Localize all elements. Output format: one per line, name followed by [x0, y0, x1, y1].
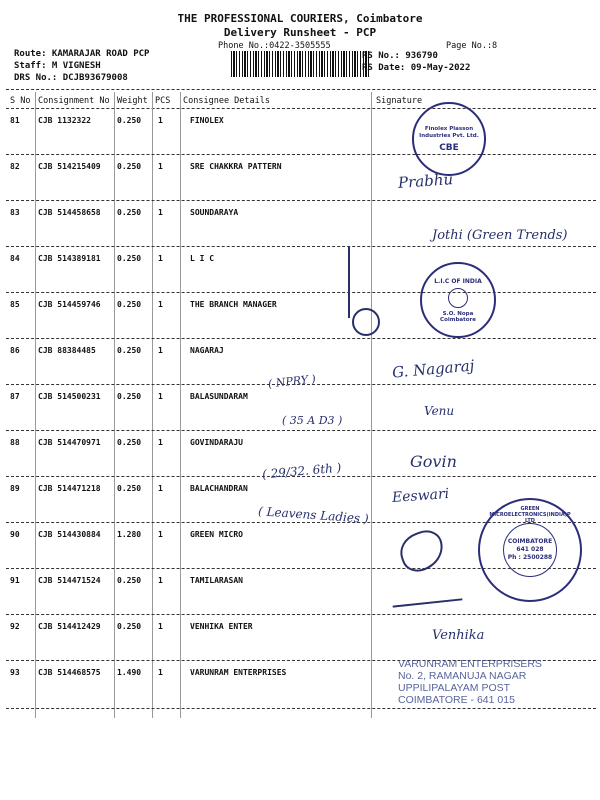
signature-r92: Venhika	[432, 628, 485, 643]
row-consignee: GREEN MICRO	[190, 530, 243, 539]
col-consignee: Consignee Details	[183, 96, 270, 106]
route: Route: KAMARAJAR ROAD PCP	[14, 49, 150, 59]
lic-stamp	[420, 262, 496, 338]
col-sno: S No	[10, 96, 31, 106]
row-consignee: VENHIKA ENTER	[190, 622, 253, 631]
row-sno: 87	[10, 392, 20, 401]
signature-r85-loop	[352, 308, 380, 336]
row-sno: 82	[10, 162, 20, 171]
row-pcs: 1	[158, 254, 163, 263]
row-weight: 0.250	[117, 346, 142, 355]
rs-number: RS No.: 936790	[362, 51, 438, 61]
green-micro-stamp	[478, 498, 582, 602]
lic-emblem-icon	[448, 288, 468, 308]
staff: Staff: M VIGNESH	[14, 61, 101, 71]
row-consignment: CJB 514471218	[38, 484, 101, 493]
row-consignment: CJB 514459746	[38, 300, 101, 309]
row-consignment: CJB 88384485	[38, 346, 96, 355]
row-consignment: CJB 514389181	[38, 254, 101, 263]
row-weight: 0.250	[117, 392, 142, 401]
finolex-stamp-text: Finolex Plasson Industries Pvt. Ltd.	[419, 125, 479, 139]
green-micro-phone: Ph : 2500288	[507, 554, 553, 561]
row-sno: 93	[10, 668, 20, 677]
header-top-rule	[6, 89, 596, 90]
table-row	[0, 246, 600, 292]
signature-r89: Eeswari	[391, 486, 450, 506]
signature-r88: Govin	[410, 452, 457, 471]
varunram-firm-stamp	[398, 658, 542, 706]
barcode	[231, 51, 369, 77]
row-weight: 0.250	[117, 162, 142, 171]
row-pcs: 1	[158, 346, 163, 355]
row-consignee: FINOLEX	[190, 116, 224, 125]
row-pcs: 1	[158, 162, 163, 171]
phone-number: Phone No.:0422-3505555	[218, 41, 331, 51]
row-consignment: CJB 514430884	[38, 530, 101, 539]
note-r88a: ( 29/32. 6th )	[261, 460, 342, 482]
row-consignee: NAGARAJ	[190, 346, 224, 355]
rs-date: RS Date: 09-May-2022	[362, 63, 471, 73]
row-pcs: 1	[158, 668, 163, 677]
green-micro-city: COIMBATORE	[507, 538, 553, 545]
lic-stamp-top: L.I.C OF INDIA	[434, 277, 482, 285]
row-consignee: THE BRANCH MANAGER	[190, 300, 277, 309]
row-weight: 0.250	[117, 208, 142, 217]
table-row	[0, 154, 600, 200]
row-pcs: 1	[158, 622, 163, 631]
row-consignee: L I C	[190, 254, 215, 263]
row-weight: 0.250	[117, 484, 142, 493]
row-sno: 83	[10, 208, 20, 217]
row-pcs: 1	[158, 484, 163, 493]
row-consignment: CJB 514458658	[38, 208, 101, 217]
row-consignee: SRE CHAKKRA PATTERN	[190, 162, 282, 171]
table-row	[0, 292, 600, 338]
signature-r87: Venu	[424, 404, 455, 418]
row-divider	[6, 708, 596, 709]
row-weight: 0.250	[117, 576, 142, 585]
row-consignment: CJB 1132322	[38, 116, 91, 125]
row-sno: 81	[10, 116, 20, 125]
row-consignee: GOVINDARAJU	[190, 438, 243, 447]
page-number: Page No.:8	[446, 41, 498, 51]
row-pcs: 1	[158, 116, 163, 125]
green-micro-pin: 641 028	[516, 546, 544, 553]
col-signature: Signature	[376, 96, 423, 106]
row-sno: 90	[10, 530, 20, 539]
row-sno: 84	[10, 254, 20, 263]
row-sno: 91	[10, 576, 20, 585]
row-pcs: 1	[158, 530, 163, 539]
signature-r82: Prabhu	[397, 170, 454, 192]
row-weight: 0.250	[117, 438, 142, 447]
row-consignee: BALACHANDRAN	[190, 484, 248, 493]
row-consignment: CJB 514471524	[38, 576, 101, 585]
col-consignment: Consignment No	[38, 96, 110, 106]
row-weight: 0.250	[117, 300, 142, 309]
lic-stamp-bottom: S.O. Nopa Coimbatore	[440, 310, 476, 323]
document-subtitle: Delivery Runsheet - PCP	[223, 26, 377, 39]
finolex-stamp	[412, 102, 486, 176]
row-consignee: TAMILARASAN	[190, 576, 243, 585]
finolex-stamp-center: CBE	[439, 142, 459, 153]
row-weight: 1.280	[117, 530, 142, 539]
note-r87a: ( NPRY )	[267, 372, 317, 391]
row-pcs: 1	[158, 438, 163, 447]
row-sno: 85	[10, 300, 20, 309]
row-sno: 89	[10, 484, 20, 493]
note-r89a: ( Leavens Ladies )	[257, 504, 370, 526]
row-consignment: CJB 514215409	[38, 162, 101, 171]
row-consignment: CJB 514412429	[38, 622, 101, 631]
row-pcs: 1	[158, 208, 163, 217]
row-pcs: 1	[158, 392, 163, 401]
row-consignee: BALASUNDARAM	[190, 392, 248, 401]
row-consignment: CJB 514468575	[38, 668, 101, 677]
row-weight: 0.250	[117, 116, 142, 125]
table-row	[0, 614, 600, 660]
firm-stamp-line: No. 2, RAMANUJA NAGAR	[398, 670, 527, 682]
row-sno: 88	[10, 438, 20, 447]
row-consignment: CJB 514470971	[38, 438, 101, 447]
firm-stamp-line: COIMBATORE - 641 015	[398, 694, 515, 706]
row-weight: 0.250	[117, 254, 142, 263]
signature-r84-stroke	[348, 246, 352, 318]
document-title: THE PROFESSIONAL COURIERS, Coimbatore	[177, 12, 423, 25]
col-pcs: PCS	[155, 96, 171, 106]
signature-r83: Jothi (Green Trends)	[432, 228, 568, 243]
firm-stamp-line: VARUNRAM ENTERPRISERS	[398, 658, 542, 670]
row-consignment: CJB 514500231	[38, 392, 101, 401]
green-micro-ring-text: GREEN MICROELECTRONICS(INDIA)P LTD	[489, 506, 571, 524]
row-consignee: VARUNRAM ENTERPRISES	[190, 668, 287, 677]
row-weight: 0.250	[117, 622, 142, 631]
row-pcs: 1	[158, 300, 163, 309]
table-row	[0, 108, 600, 154]
note-r87b: ( 35 A D3 )	[282, 414, 343, 427]
col-weight: Weight	[117, 96, 148, 106]
firm-stamp-line: UPPILIPALAYAM POST	[398, 682, 511, 694]
row-sno: 92	[10, 622, 20, 631]
row-weight: 1.490	[117, 668, 142, 677]
drs-number: DRS No.: DCJB93679008	[14, 73, 128, 83]
row-sno: 86	[10, 346, 20, 355]
row-pcs: 1	[158, 576, 163, 585]
row-consignee: SOUNDARAYA	[190, 208, 239, 217]
signature-r86: G. Nagaraj	[391, 356, 476, 382]
